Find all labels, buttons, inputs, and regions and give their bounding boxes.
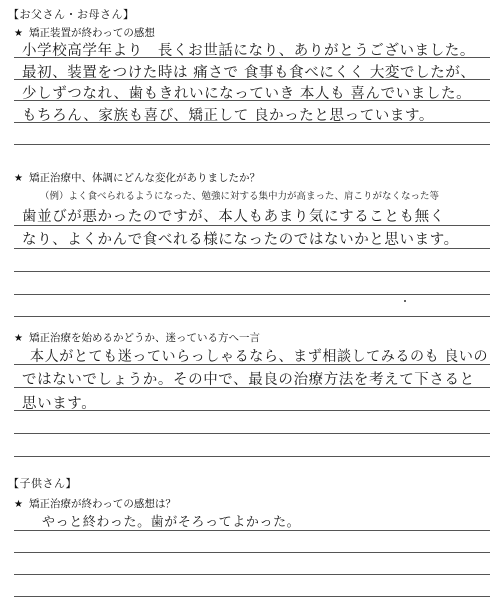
handwritten-answer-line: 思います。 <box>22 396 97 412</box>
ruled-line <box>14 574 490 575</box>
ruled-line <box>14 316 490 317</box>
question-child-1 <box>14 496 176 511</box>
handwritten-answer-line: なり、よくかんで食べれる様になったのではないかと思います。 <box>22 232 459 248</box>
ruled-line <box>14 410 490 411</box>
ruled-line <box>14 387 490 388</box>
child-section-header: 【子供さん】 <box>8 477 77 490</box>
handwritten-answer-line: 最初、装置をつけた時は 痛さで 食事も食べにくく 大変でしたが、 <box>22 65 476 81</box>
question-example: （例）よく食べられるようになった、勉強に対する集中力が高まった、肩こりがなくなった等 <box>40 191 440 202</box>
ruled-line <box>14 364 490 365</box>
ruled-line <box>14 294 490 295</box>
ruled-line <box>14 79 490 80</box>
star-icon: ★ <box>14 28 23 39</box>
question-label: 矯正治療を始めるかどうか、迷っている方へ一言 <box>28 332 260 344</box>
ruled-line <box>14 100 490 101</box>
ruled-line <box>14 433 490 434</box>
ruled-line <box>14 225 490 226</box>
question-parents-1 <box>14 25 155 40</box>
question-label: 矯正治療が終わっての感想は？ <box>28 498 176 510</box>
ruled-line <box>14 552 490 553</box>
question-parents-2 <box>14 170 260 185</box>
handwritten-answer-line: 少しずつなれ、歯もきれいになっていき 本人も 喜んでいました。 <box>22 86 472 102</box>
ruled-line <box>14 271 490 272</box>
handwritten-answer-line: 歯並びが悪かったのですが、本人もあまり気にすることも無く <box>22 209 445 225</box>
ruled-line <box>14 596 490 597</box>
question-parents-3 <box>14 330 260 345</box>
handwritten-answer-line: やっと終わった。歯がそろってよかった。 <box>42 515 301 530</box>
handwritten-answer-line: 本人がとても迷っていらっしゃるなら、まず相談してみるのも 良いの <box>30 349 489 365</box>
handwritten-answer-line: もちろん、家族も喜び、矯正して 良かったと思っています。 <box>22 108 435 124</box>
ruled-line <box>14 57 490 58</box>
ruled-line <box>14 144 490 145</box>
handwritten-answer-line: 小学校高学年より 長くお世話になり、ありがとうございました。 <box>22 43 475 59</box>
ruled-line <box>14 530 490 531</box>
ruled-line <box>14 248 490 249</box>
ruled-line <box>14 122 490 123</box>
star-icon: ★ <box>14 173 23 184</box>
question-label: 矯正装置が終わっての感想 <box>28 27 155 39</box>
star-icon: ★ <box>14 333 23 344</box>
parents-section-header: 【お父さん・お母さん】 <box>8 8 135 21</box>
question-label: 矯正治療中、体調にどんな変化がありましたか？ <box>28 172 260 184</box>
star-icon: ★ <box>14 499 23 510</box>
handwritten-answer-line: ではないでしょうか。その中で、最良の治療方法を考えて下さると <box>22 372 475 388</box>
ruled-line <box>14 456 490 457</box>
stray-mark <box>404 300 406 302</box>
